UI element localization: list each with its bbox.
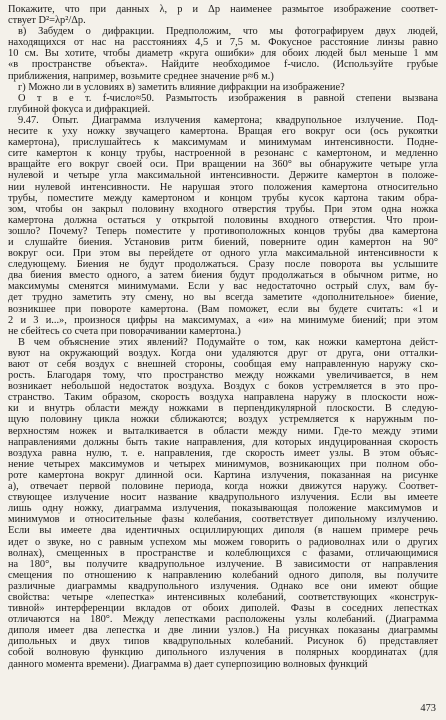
text-line: максимумы сменятся минимумами. Если у вас недостаточно острый слух, вам бу-: [8, 281, 438, 293]
text-line: на 180°, вы получите квадрупольное излучение. В зависимости от направления: [8, 558, 438, 570]
text-line: и слушайте биения. Установив ритм биений, поверните один камертон на 90°: [8, 236, 438, 248]
text-line: вуют на окружающий воздух. Когда они удаляются друг от друга, они отталки-: [8, 347, 438, 359]
text-line: приближения, например, возьмите среднее значение p≈6 м.): [8, 70, 274, 82]
text-line: сите камертон к концу трубы, настроенной в резонанс с камертоном, и медленно: [8, 148, 438, 160]
text-line: вокруг оси. При этом вы перейдете от одного угла максимальной интенсивности к: [8, 248, 438, 260]
text-body: [8, 4, 438, 670]
text-line: а), отвечает первой половине периода, когда ножки движутся наружу. Соответ-: [8, 481, 438, 493]
text-line: зошло? Почему? Теперь поместите у противоположных концов трубы два камертона: [8, 225, 438, 237]
text-line: щую половину цикла ножки сближаются; воздух устремляется к наружным по-: [8, 414, 438, 426]
text-line: в) Забудем о дифракции. Предположим, что мы фотографируем двух людей,: [18, 26, 438, 38]
text-line: роте камертона вокруг длинной оси. Картина излучения, показанная на рисунке: [8, 469, 438, 481]
text-line: камертона должна остаться у открытой половины входного отверстия. Что прои-: [8, 214, 438, 226]
text-line: трубы, поместите между камертоном и концом трубы кусок картона таким обра-: [8, 192, 438, 204]
text-line: Если вы имеете два идентичных осциллирующих диполя (в нашем примере речь: [8, 525, 438, 537]
text-line: следующему. Биения не будут продолжаться. Сразу после поворота вы услышите: [8, 259, 438, 271]
text-line: различные диаграммы квадрупольного излучения. Однако все они имеют общие: [8, 580, 438, 592]
text-line: не сбейтесь со счета при поворачивании камертона.): [8, 325, 241, 337]
page-number: 473: [420, 703, 436, 714]
text-line: лишь одну ножку, диаграмма излучения, показывающая положение максимумов и: [8, 503, 438, 515]
text-line: возникает небольшой недостаток воздуха. Воздух с боков устремляется в это про-: [8, 381, 438, 393]
text-line: О т в е т. f-число≈50. Размытость изображения в равной степени вызвана: [18, 92, 438, 104]
text-line: собой волновую функцию дипольного излучения в полярных координатах (для: [8, 647, 438, 659]
text-line: нулевой и четыре угла максимальной интенсивности. Держите камертон в положе-: [8, 170, 438, 182]
text-line: свойства: четыре «лепестка» интенсивных колебаний, соответствующих «конструк-: [8, 591, 438, 603]
text-line: возникшее при повороте камертона. (Вам поможет, если вы будете считать: «1 и: [8, 303, 438, 315]
text-line: дипольных и двух типов квадрупольных колебаний. Рисунок б) представляет: [8, 636, 438, 648]
text-line: зом, чтобы он закрыл половину входного отверстия трубы. При этом одна ножка: [8, 203, 438, 215]
text-line: данного момента времени). Диаграмма в) дает суперпозицию волновых функций: [8, 658, 368, 670]
text-line: глубиной фокуса и дифракцией.: [8, 103, 151, 115]
text-line: ки и внутрь области между ножками в перпендикулярной плоскости. В следую-: [8, 403, 438, 415]
text-line: дет трудно заметить эту смену, но вы всегда заметите «дополнительное» биение,: [8, 292, 438, 304]
text-line: идет о звуке, но с равным успехом мы можем говорить о радиоволнах или о других: [8, 536, 438, 548]
text-line: ствующее излучение носит название квадрупольного излучения. Если вы имеете: [8, 492, 438, 504]
text-line: рость. Благодаря тому, что пространство между ножками увеличивается, в нем: [8, 370, 438, 382]
text-line: несите к уху ножку звучащего камертона. Вращая его вокруг оси (ось рукоятки: [8, 126, 438, 138]
text-line: «в пространстве объекта». Найдите необходимое f-число. (Используйте грубые: [8, 59, 438, 71]
text-line: воздуха равна нулю, т. е. направления, где скорость имеет узлы. В этом объяс-: [8, 447, 438, 459]
text-line: смещения по отношению к направлению колебаний одного диполя, вы получите: [8, 569, 438, 581]
text-line: отличаются на 180°. Между лепестками расположены узлы колебаний. (Диаграмма: [8, 614, 438, 626]
text-line: минимумов и относительные фазы колебания, соответствует дипольному излучению.: [8, 514, 438, 526]
text-line: верхностям ножек и выталкивается в области между ними. Где-то между этими: [8, 425, 438, 437]
text-line: 2 и 3 и...», произнося цифры на максимумах, а «и» на минимуме биений; при этом: [8, 314, 438, 326]
text-line: 10 см. Вы хотите, чтобы диаметр «круга ошибки» для обоих людей был меньше 1 мм: [8, 48, 438, 60]
text-line: диполя имеет два лепестка и две линии узлов.) На рисунках показаны диаграммы: [8, 625, 438, 637]
text-line: Покажите, что при данных λ, p и Δp наименее размытое изображение соответ-: [8, 4, 438, 15]
text-line: В чем объяснение этих явлений? Подумайте о том, как ножки камертона дейст-: [18, 336, 438, 348]
text-line: тивной» интерференции вкладов от обоих диполей. Фазы в соседних лепестках: [8, 603, 438, 615]
text-line: находящихся от нас на расстояниях 4,5 и 7,5 м. Фокусное расстояние линзы равно: [8, 37, 438, 49]
text-line: г) Можно ли в условиях в) заметить влияние дифракции на изображение?: [18, 81, 345, 93]
text-line: странство. Таким образом, скорость воздуха направлена наружу в плоскости нож-: [8, 392, 438, 404]
text-line: нии нулевой интенсивности. Не нарушая этого положения камертона относительно: [8, 181, 438, 193]
text-line: волнах), смещенных в пространстве и колеблющихся с фазами, отличающимися: [8, 547, 438, 559]
text-line: вают от себя воздух с внешней стороны, сообщая ему направленную наружу ско-: [8, 359, 438, 370]
text-line: 9.47. Опыт. Диаграмма излучения камертона; квадрупольное излучение. Под-: [18, 114, 438, 126]
text-line: нение четырех максимумов и четырех минимумов, возникающих при полном обо-: [8, 458, 438, 470]
text-line: два биения вместо одного, а затем биения будут продолжаться в обычном ритме, но: [8, 270, 438, 282]
text-line: ствует D²=λp²/Δp.: [8, 15, 86, 27]
text-line: вращайте его вокруг своей оси. При вращении на 360° вы обнаружите четыре угла: [8, 159, 438, 171]
text-line: направлениями должны быть такие направления, для которых индуцированная скорость: [8, 436, 438, 448]
text-line: камертона), прислушайтесь к максимумам и минимумам интенсивности. Подне-: [8, 137, 438, 149]
